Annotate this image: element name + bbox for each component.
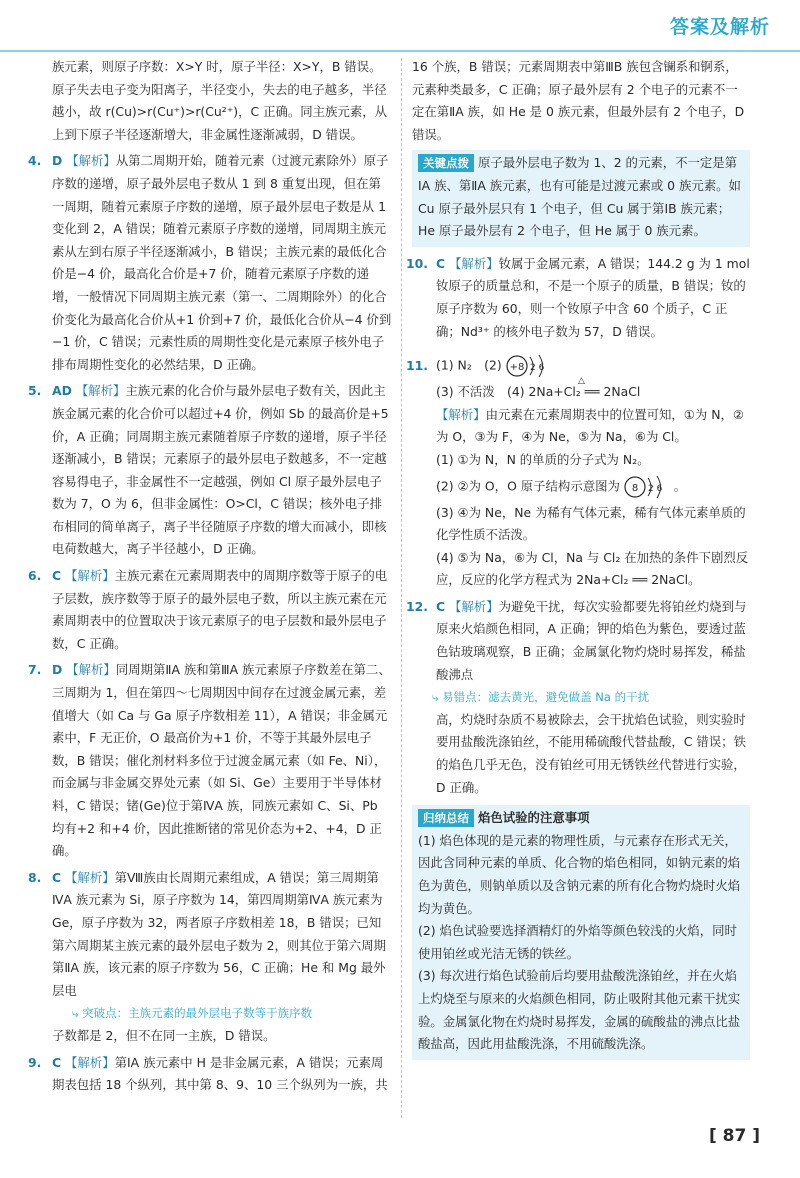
- question-6: [28, 565, 392, 655]
- hint-arrow-icon: ⤷: [432, 690, 443, 705]
- nucleus-charge: 8: [631, 482, 639, 494]
- explanation-continued: 子数都是 2，但不在同一主族，D 错误。: [52, 1027, 276, 1043]
- page-number: [ 87 ]: [708, 1126, 760, 1146]
- breakthrough-hint: [72, 1002, 392, 1025]
- question-number: 11.: [406, 357, 428, 373]
- explanation-continued: 高，灼烧时杂质不易被除去，会干扰焰色试验，则实验时要用盐酸洗涤铂丝，不能用稀硫酸代替盐酸，C 错误；铁的焰色几乎无色，没有铂丝可用无锈铁丝代替进行实验，D 正确。: [436, 711, 746, 795]
- error-prone-hint: [432, 686, 750, 709]
- question-number: 4.: [28, 153, 42, 169]
- question-number: 5.: [28, 383, 42, 399]
- summary-title: 焰色试验的注意事项: [478, 810, 590, 826]
- answer-letter: D: [52, 153, 63, 169]
- key-point-text: 原子最外层电子数为 1、2 的元素，不一定是第ⅠA 族、第ⅡA 族元素，也有可能是过渡元素或 0 族元素。如 Cu 原子最外层只有 1 个电子，但 Cu 属于第ⅠB 族元素；He 原子最外层有 2 个电子，但 He 属于 0 族元素。: [418, 155, 741, 239]
- explanation-text: 第Ⅷ族由长周期元素组成，A 错误；第三周期第ⅣA 族元素为 Si，原子序数为 14，第四周期第ⅣA 族元素为 Ge，原子序数为 32，两者原子序数相差 18，B 错误；已知第六周期某主族元素的最外层电子数为 2，则其位于第六周期第ⅡA 族，该元素的原子序数为 56，C 正确；He 和 Mg 最外层电: [52, 869, 386, 998]
- column-divider: [401, 58, 402, 1118]
- hint-text: 易错点：滤去黄光，避免做盖 Na 的干扰: [442, 690, 650, 705]
- hint-text: 突破点：主族元素的最外层电子数等于族序数: [82, 1006, 313, 1021]
- explanation-text: (2) ②为 O，O 原子结构示意图为: [436, 478, 620, 493]
- header-rule: [0, 50, 800, 52]
- explanation-text-end: 。: [673, 478, 687, 493]
- question-number: 9.: [28, 1054, 42, 1070]
- nucleus-charge: +8: [509, 362, 524, 374]
- left-column: [28, 56, 392, 1097]
- answer-part-3-4: (3) 不活泼 (4) 2Na+Cl₂ ══ 2NaCl: [436, 384, 641, 400]
- analysis-tag: 【解析】: [436, 406, 486, 422]
- analysis-part-3: (3) ④为 Ne，Ne 为稀有气体元素，稀有气体元素单质的化学性质不活泼。: [436, 504, 746, 543]
- explanation-text: 第ⅠA 族元素中 H 是非金属元素，A 错误；元素周期表包括 18 个纵列，其中第 8、9、10 三个纵列为一族，共: [52, 1054, 388, 1093]
- summary-point-2: (2) 焰色试验要选择酒精灯的外焰等颜色较浅的火焰，同时使用铂丝或光洁无锈的铁丝。: [418, 923, 737, 961]
- question-5: [28, 380, 392, 561]
- question-number: 10.: [406, 255, 428, 271]
- question-8: [28, 867, 392, 1003]
- question-7: [28, 659, 392, 862]
- answer-letter: AD: [52, 383, 72, 399]
- answer-letter: C: [436, 255, 446, 271]
- answer-letter: C: [52, 1054, 62, 1070]
- explanation-text: 为避免干扰，每次实验都要先将铂丝灼烧到与原来火焰颜色相同，A 正确；钾的焰色为紫色，要透过蓝色钴玻璃观察，B 正确；金属氯化物灼烧时易挥发，稀盐酸沸点: [436, 598, 747, 682]
- continued-explanation: 族元素，则原子序数：X>Y 时，原子半径：X>Y，B 错误。原子失去电子变为阳离子，半径变小，失去的电子越多，半径越小，故 r(Cu)>r(Cu⁺)>r(Cu²⁺)，C 正确。同主族元素，从上到下原子半径逐渐增大，非金属性逐渐减弱，D 错误。: [52, 59, 388, 142]
- shell-electrons: 2 6: [529, 363, 544, 374]
- shell-electrons: 2 6: [647, 483, 663, 494]
- analysis-intro: [436, 404, 750, 449]
- analysis-tag: 【解析】: [75, 383, 126, 399]
- summary-label: 归纳总结: [418, 809, 474, 827]
- analysis-tag: 【解析】: [66, 662, 116, 678]
- analysis-tag: 【解析】: [449, 255, 499, 271]
- question-11: [406, 351, 750, 592]
- question-number: 7.: [28, 662, 42, 678]
- answer-letter: C: [52, 869, 62, 885]
- key-point-label: 关键点拨: [418, 154, 474, 172]
- summary-point-3: (3) 每次进行焰色试验前后均要用盐酸洗涤铂丝，并在火焰上灼烧至与原来的火焰颜色相同，防止吸附其他元素干扰实验。金属氯化物在灼烧时易挥发，金属的硫酸盐的沸点比盐酸盐高，因此用盐酸洗涤，不用硫酸洗涤。: [418, 968, 741, 1052]
- analysis-tag: 【解析】: [449, 598, 499, 614]
- question-12: [406, 596, 750, 686]
- question-number: 12.: [406, 598, 428, 614]
- analysis-tag: 【解析】: [65, 1054, 115, 1070]
- continued-explanation: 16 个族，B 错误；元素周期表中第ⅢB 族包含镧系和锕系，元素种类最多，C 正确；原子最外层有 2 个电子的元素不一定在第ⅡA 族，如 He 是 0 族元素，但最外层有 2 个电子，D 错误。: [412, 59, 745, 142]
- explanation-text: 钕属于金属元素，A 错误；144.2 g 为 1 mol 钕原子的质量总和，不是一个原子的质量，B 错误；钕的原子序数为 60，则一个钕原子中含 60 个质子，C 正确；Nd³⁺ 的核外电子数为 57，D 错误。: [436, 255, 750, 339]
- key-point-box: [412, 150, 750, 246]
- explanation-text: 主族元素的化合价与最外层电子数有关，因此主族金属元素的化合价可以超过+4 价，例如 Sb 的最高价是+5 价，A 正确；同周期主族元素随着原子序数的递增，原子半径逐渐减小，B 错误；元素原子的最外层电子数越多，不一定越容易得电子，非金属性不一定越强，例如 Cl 原子最外层电子数为 7，O 为 6，但非金属性：O>Cl，C 错误；核外电子排布相同的简单离子，离子半径随原子序数的增大而减小，即核电荷数越大，离子半径越小，D 正确。: [52, 383, 389, 557]
- right-column: [406, 56, 750, 1066]
- summary-box: [412, 805, 750, 1060]
- answer-letter: D: [52, 662, 63, 678]
- heat-condition: △: [578, 376, 585, 387]
- question-9: [28, 1052, 392, 1097]
- question-10: [406, 253, 750, 343]
- answer-line-1: [406, 351, 750, 381]
- page-header-title: 答案及解析: [669, 16, 770, 38]
- analysis-part-1: (1) ①为 N，N 的单质的分子式为 N₂。: [436, 451, 650, 467]
- oxygen-ion-structure-diagram: [506, 351, 552, 381]
- analysis-tag: 【解析】: [66, 153, 116, 169]
- hint-arrow-icon: ⤷: [72, 1006, 83, 1021]
- answer-letter: C: [52, 568, 62, 584]
- explanation-text: 主族元素在元素周期表中的周期序数等于原子的电子层数，族序数等于原子的最外层电子数，所以主族元素在元素周期表中的位置取决于该元素原子的电子层数和最外层电子数，C 正确。: [52, 568, 388, 651]
- explanation-text: 从第二周期开始，随着元素（过渡元素除外）原子序数的递增，原子最外层电子数从 1 到 8 重复出现，但在第一周期，随着元素原子序数的递增，原子最外层电子数是从 1 变化到 2，A 错误；随着元素原子序数的递增，同周期主族元素从左到右原子半径逐渐减小，B 错误；主族元素的最低化合价是−4 价，最高化合价是+7 价，随着元素原子序数的递增，一般情况下同周期主族元素（第一、二周期除外）的化合价变化为最高化合价从+1 价到+7 价，最低化合价从−4 价到−1 价，C 错误；元素性质的周期性变化是元素原子核外电子排布周期性变化的必然结果，D 正确。: [52, 153, 392, 372]
- question-4: [28, 150, 392, 376]
- analysis-part-2: [436, 472, 750, 502]
- question-number: 8.: [28, 869, 42, 885]
- question-number: 6.: [28, 568, 42, 584]
- analysis-tag: 【解析】: [65, 568, 115, 584]
- summary-header: [418, 807, 744, 830]
- analysis-tag: 【解析】: [65, 869, 115, 885]
- oxygen-atom-structure-diagram: [624, 472, 670, 502]
- explanation-text: 由元素在元素周期表中的位置可知，①为 N，②为 O，③为 F，④为 Ne，⑤为 Na，⑥为 Cl。: [436, 406, 745, 445]
- explanation-text: 同周期第ⅡA 族和第ⅢA 族元素原子序数差在第二、三周期为 1，但在第四～七周期因中间存在过渡金属元素，差值增大（如 Ca 与 Ga 原子序数相差 11），A 错误；非金属元素中，F 无正价，O 最高价为+1 价，不等于其最外层电子数，B 错误；催化剂材料多位于过渡金属元素（如 Fe、Ni），而金属与非金属交界处元素（如 Si、Ge）主要用于半导体材料，C 错误；锗(Ge)位于第ⅣA 族，同族元素如 C、Si、Pb 均有+2 和+4 价，因此推断锗的常见价态为+2、+4，D 正确。: [52, 662, 391, 859]
- analysis-part-4: (4) ⑤为 Na，⑥为 Cl，Na 与 Cl₂ 在加热的条件下剧烈反应，反应的化学方程式为 2Na+Cl₂ ══ 2NaCl。: [436, 549, 749, 588]
- answer-letter: C: [436, 598, 446, 614]
- answer-part-1-2: (1) N₂ (2): [436, 357, 502, 373]
- answer-line-2: [436, 376, 750, 404]
- summary-point-1: (1) 焰色体现的是元素的物理性质，与元素存在形式无关，因此含同种元素的单质、化合物的焰色相同，如钠元素的焰色为黄色，则钠单质以及含钠元素的所有化合物灼烧时火焰均为黄色。: [418, 832, 741, 916]
